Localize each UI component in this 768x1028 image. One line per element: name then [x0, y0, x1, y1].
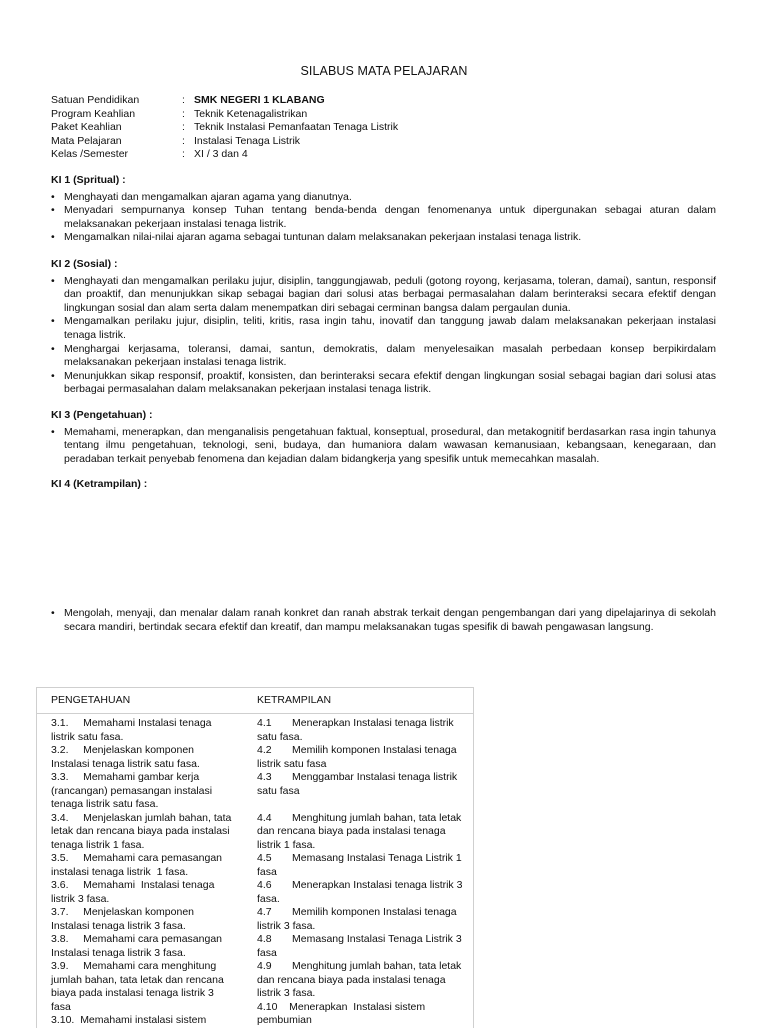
list-item — [51, 204, 716, 231]
table-cell-item: 4.2 Memilih komponen Instalasi tenaga listrik satu fasa — [257, 744, 457, 770]
table-cell-item: 4.4 Menghitung jumlah bahan, tata letak dan rencana biaya pada instalasi tenaga listrik 1 fasa. — [257, 811, 462, 851]
ki1-heading: KI 1 (Spritual) : — [51, 174, 126, 186]
document-title: SILABUS MATA PELAJARAN — [300, 64, 468, 78]
ki4-section — [51, 478, 716, 495]
ki2-list — [51, 275, 716, 397]
list-item — [51, 191, 716, 205]
identity-key: Program Keahlian — [51, 107, 136, 120]
identity-colon: : — [182, 148, 185, 161]
list-item-text: Mengolah, menyaji, dan menalar dalam ranah konkret dan ranah abstrak terkait dengan pengembangan dari yang dipelajarinya di sekolah secara mandiri, bertindak secara efektif dan kreatif, dan mampu melaksanakan tugas spesifik di bawah pengawasan langsung. — [64, 607, 716, 633]
competency-table — [36, 687, 474, 1028]
table-cell-item: 3.2. Menjelaskan komponen Instalasi tenaga listrik satu fasa. — [51, 744, 200, 770]
identity-value: XI / 3 dan 4 — [194, 148, 248, 161]
ki1-section — [51, 174, 716, 245]
table-cell-item: 3.9. Memahami cara menghitung jumlah bahan, tata letak dan rencana biaya pada instalasi tenaga listrik 3 fasa — [51, 960, 224, 1013]
header-pengetahuan: PENGETAHUAN — [51, 694, 131, 706]
identity-block — [51, 94, 398, 162]
table-cell-item: 3.8. Memahami cara pemasangan Instalasi tenaga listrik 3 fasa. — [51, 933, 223, 959]
table-cell-item: 3.10. Memahami instalasi sistem — [51, 1014, 207, 1026]
table-cell-item: 4.9 Menghitung jumlah bahan, tata letak dan rencana biaya pada instalasi tenaga listrik 3 fasa. — [257, 960, 462, 999]
table-cell-item: 3.4. Menjelaskan jumlah bahan, tata letak dan rencana biaya pada instalasi tenaga listrik 1 fasa. — [51, 811, 232, 851]
table-cell-item: 3.7. Menjelaskan komponen Instalasi tenaga listrik 3 fasa. — [51, 906, 195, 932]
identity-row — [51, 135, 398, 149]
list-item-text: Menghayati dan mengamalkan ajaran agama yang dianutnya. — [64, 190, 352, 203]
table-cell-item: 4.8 Memasang Instalasi Tenaga Listrik 3 fasa — [257, 933, 462, 959]
bullet-icon: • — [51, 607, 55, 619]
ki1-list — [51, 191, 716, 245]
list-item — [51, 231, 716, 245]
ki2-heading: KI 2 (Sosial) : — [51, 258, 118, 270]
pengetahuan-column — [37, 714, 257, 1028]
ketrampilan-column — [257, 714, 471, 1028]
list-item — [51, 607, 716, 634]
ki4-heading: KI 4 (Ketrampilan) : — [51, 478, 148, 490]
identity-key: Paket Keahlian — [51, 121, 122, 134]
table-cell-item — [257, 798, 471, 812]
identity-key: Satuan Pendidikan — [51, 94, 140, 106]
table-cell-item: 4.3 Menggambar Instalasi tenaga listrik satu fasa — [257, 771, 458, 797]
list-item-text: Memahami, menerapkan, dan menganalisis pengetahuan faktual, konseptual, prosedural, dan metakognitif berdasarkan rasa ingin tahunya tentang ilmu pengetahuan, teknologi, seni, budaya, dan humaniora dalam wawasan kemanusiaan, kebangsaan, kenegaraan, dan peradaban terkait penyebab fenomena dan kejadian dalam bidangkerja yang spesifik untuk memecahkan masalah. — [64, 425, 716, 465]
list-item — [51, 275, 716, 316]
table-cell-item: 4.6 Menerapkan Instalasi tenaga listrik 3 fasa. — [257, 879, 463, 905]
table-cell-item: 4.7 Memilih komponen Instalasi tenaga listrik 3 fasa. — [257, 906, 457, 932]
identity-value: SMK NEGERI 1 KLABANG — [194, 94, 325, 106]
identity-key: Kelas /Semester — [51, 148, 129, 161]
table-cell-item: 4.1 Menerapkan Instalasi tenaga listrik satu fasa. — [257, 717, 454, 743]
list-item — [51, 343, 716, 370]
bullet-icon: • — [51, 342, 55, 355]
table-cell-item: 3.1. Memahami Instalasi tenaga listrik satu fasa. — [51, 717, 212, 743]
bullet-icon: • — [51, 274, 55, 287]
ki4-content — [51, 607, 716, 634]
identity-row — [51, 94, 398, 108]
ki3-heading: KI 3 (Pengetahuan) : — [51, 409, 153, 421]
header-ketrampilan: KETRAMPILAN — [257, 694, 332, 706]
bullet-icon: • — [51, 190, 55, 203]
ki4-list — [51, 607, 716, 634]
list-item — [51, 426, 716, 467]
identity-value: Instalasi Tenaga Listrik — [194, 134, 301, 147]
identity-row — [51, 148, 398, 162]
table-cell-item: 4.10 Menerapkan Instalasi sistem pembumian — [257, 1000, 426, 1026]
list-item-text: Menghargai kerjasama, toleransi, damai, santun, demokratis, dalam menyelesaikan masalah perbedaan konsep berpikirdalam melaksanakan pekerjaan instalasi tenaga listrik. — [64, 342, 716, 369]
identity-key: Mata Pelajaran — [51, 134, 122, 147]
list-item-text: Menunjukkan sikap responsif, proaktif, konsisten, dan berinteraksi secara efektif dengan lingkungan sosial sebagai bagian dari solusi atas berbagai permasalahan dalam melaksanakan pekerjaan instalasi tenaga listrik. — [64, 369, 716, 396]
identity-colon: : — [182, 94, 185, 106]
identity-colon: : — [182, 134, 185, 147]
list-item-text: Mengamalkan perilaku jujur, disiplin, teliti, kritis, rasa ingin tahu, inovatif dan tanggung jawab dalam melaksanakan pekerjaan instalasi tenaga listrik. — [64, 315, 716, 341]
ki3-list — [51, 426, 716, 467]
ki2-section — [51, 258, 716, 397]
bullet-icon: • — [51, 369, 55, 382]
list-item — [51, 370, 716, 397]
table-cell-item: 3.6. Memahami Instalasi tenaga listrik 3 fasa. — [51, 879, 215, 905]
identity-value: Teknik Instalasi Pemanfaatan Tenaga Listrik — [194, 121, 399, 134]
table-cell-item: 3.3. Memahami gambar kerja (rancangan) pemasangan instalasi tenaga listrik satu fasa. — [51, 771, 213, 810]
bullet-icon: • — [51, 231, 55, 244]
identity-row — [51, 108, 398, 122]
list-item-text: Mengamalkan nilai-nilai ajaran agama sebagai tuntunan dalam melaksanakan pekerjaan instalasi tenaga listrik. — [64, 231, 582, 244]
identity-value: Teknik Ketenagalistrikan — [194, 107, 308, 120]
identity-colon: : — [182, 107, 185, 120]
list-item-text: Menghayati dan mengamalkan perilaku jujur, disiplin, tanggungjawab, peduli (gotong royong, kerjasama, toleran, damai), santun, responsif dan proaktif, dan menunjukkan sikap sebagai bagian dari solusi atas berbagai permasalahan dalam berinteraksi secara efektif dengan lingkungan sosial dan alam serta dalam menempatkan diri sebagai cerminan bangsa dalam pergaulan dunia. — [64, 274, 716, 314]
table-cell-item: 4.5 Memasang Instalasi Tenaga Listrik 1 fasa — [257, 852, 462, 878]
ki3-section — [51, 409, 716, 466]
list-item-text: Menyadari sempurnanya konsep Tuhan tentang benda-benda dengan fenomenanya untuk dipergunakan sebagai aturan dalam melaksanakan pekerjaan instalasi tenaga listrik. — [64, 204, 716, 230]
identity-row — [51, 121, 398, 135]
table-cell-item: 3.5. Memahami cara pemasangan instalasi tenaga listrik 1 fasa. — [51, 852, 223, 878]
list-item — [51, 315, 716, 342]
bullet-icon: • — [51, 425, 55, 438]
bullet-icon: • — [51, 315, 55, 328]
identity-colon: : — [182, 121, 185, 134]
table-header-row — [37, 688, 473, 714]
bullet-icon: • — [51, 204, 55, 217]
table-body — [37, 714, 473, 1028]
